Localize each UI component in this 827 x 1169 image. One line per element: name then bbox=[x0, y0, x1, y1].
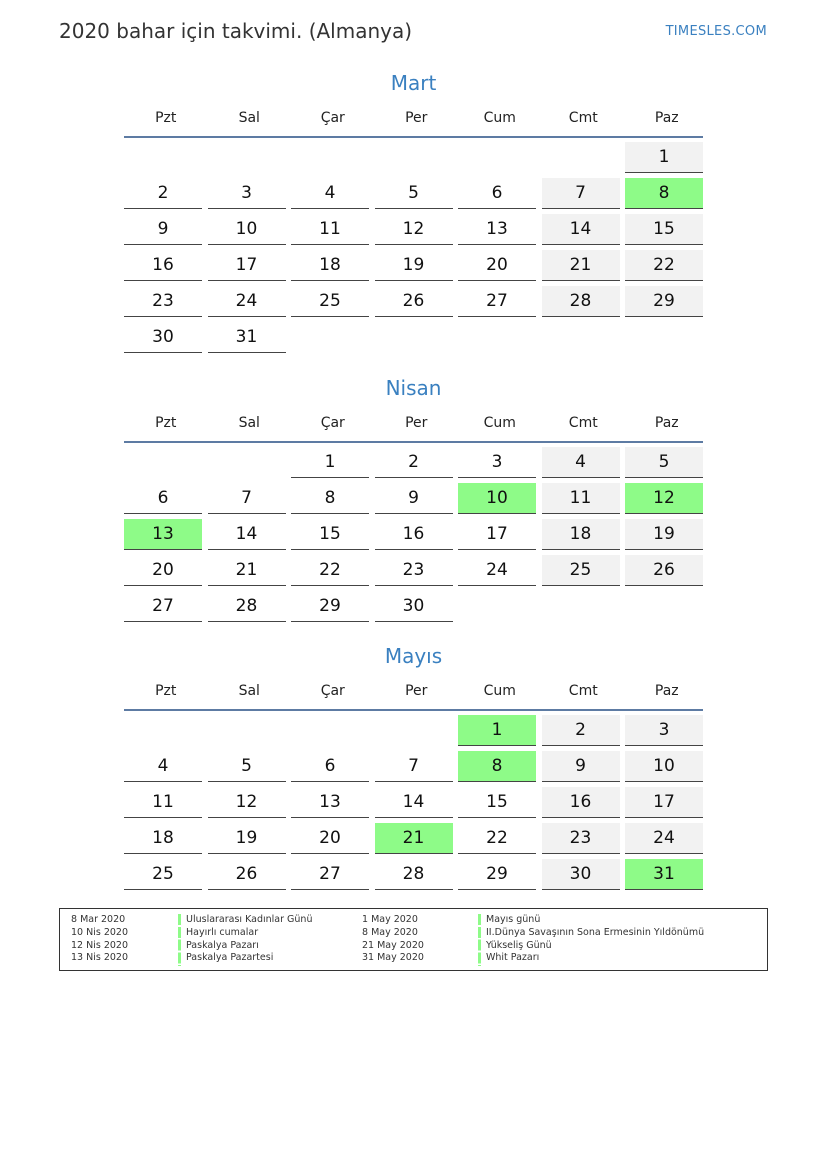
day-cell: 19 bbox=[625, 519, 703, 550]
legend-holiday-name: Whit Pazarı bbox=[486, 952, 540, 964]
day-cell: 1 bbox=[291, 447, 369, 478]
day-cell: 23 bbox=[124, 286, 202, 317]
day-cell: 6 bbox=[458, 178, 536, 209]
weekday-label: Sal bbox=[238, 683, 260, 699]
legend-holiday-name: Uluslararası Kadınlar Günü bbox=[186, 914, 313, 925]
day-cell: 22 bbox=[291, 555, 369, 586]
day-grid bbox=[124, 715, 703, 895]
day-cell: 16 bbox=[124, 250, 202, 281]
day-cell: 21 bbox=[542, 250, 620, 281]
day-cell: 17 bbox=[458, 519, 536, 550]
weekday-label: Per bbox=[405, 110, 428, 126]
day-cell: 16 bbox=[542, 787, 620, 818]
day-cell: 14 bbox=[542, 214, 620, 245]
weekday-header bbox=[124, 106, 703, 130]
day-cell: 2 bbox=[542, 715, 620, 746]
day-cell: 17 bbox=[625, 787, 703, 818]
legend-holiday-name: II.Dünya Savaşının Sona Ermesinin Yıldönümü bbox=[486, 926, 705, 938]
month-block bbox=[124, 643, 703, 895]
month-block bbox=[124, 70, 703, 358]
day-cell: 18 bbox=[291, 250, 369, 281]
day-cell: 25 bbox=[291, 286, 369, 317]
weekday-label: Cum bbox=[483, 110, 516, 126]
legend-left-marker bbox=[178, 914, 181, 966]
day-cell: 2 bbox=[124, 178, 202, 209]
weekday-header bbox=[124, 679, 703, 703]
day-cell: 4 bbox=[542, 447, 620, 478]
day-cell: 3 bbox=[458, 447, 536, 478]
day-cell: 17 bbox=[208, 250, 286, 281]
day-cell: 19 bbox=[375, 250, 453, 281]
day-cell: 9 bbox=[542, 751, 620, 782]
day-cell: 25 bbox=[124, 859, 202, 890]
month-block bbox=[124, 375, 703, 627]
day-cell: 9 bbox=[375, 483, 453, 514]
day-cell: 11 bbox=[291, 214, 369, 245]
month-title: Mart bbox=[390, 71, 437, 95]
day-cell: 12 bbox=[208, 787, 286, 818]
day-cell: 30 bbox=[375, 591, 453, 622]
site-link[interactable]: TIMESLES.COM bbox=[665, 24, 767, 39]
legend-right-names bbox=[486, 914, 704, 965]
legend-right-marker bbox=[478, 914, 481, 966]
legend-holiday-name: Yükseliş Günü bbox=[486, 939, 552, 951]
day-cell: 4 bbox=[124, 751, 202, 782]
month-title: Nisan bbox=[385, 376, 442, 400]
weekday-label: Cum bbox=[483, 683, 516, 699]
day-cell: 20 bbox=[458, 250, 536, 281]
day-cell: 27 bbox=[291, 859, 369, 890]
day-cell: 14 bbox=[208, 519, 286, 550]
legend-date: 10 Nis 2020 bbox=[71, 926, 128, 938]
weekday-header bbox=[124, 411, 703, 435]
weekday-label: Paz bbox=[654, 683, 679, 699]
day-cell: 12 bbox=[375, 214, 453, 245]
header-divider bbox=[124, 136, 703, 138]
day-cell: 5 bbox=[375, 178, 453, 209]
day-cell: 14 bbox=[375, 787, 453, 818]
weekday-label: Cum bbox=[483, 415, 516, 431]
day-cell: 18 bbox=[124, 823, 202, 854]
day-cell: 11 bbox=[542, 483, 620, 514]
day-cell: 22 bbox=[625, 250, 703, 281]
day-cell: 28 bbox=[208, 591, 286, 622]
holiday-day-cell: 1 bbox=[458, 715, 536, 746]
weekday-label: Pzt bbox=[155, 683, 177, 699]
legend-holiday-name: Paskalya Pazartesi bbox=[186, 952, 274, 964]
day-cell: 25 bbox=[542, 555, 620, 586]
day-cell: 29 bbox=[291, 591, 369, 622]
day-cell: 5 bbox=[625, 447, 703, 478]
legend-left-dates bbox=[71, 914, 128, 965]
day-cell: 24 bbox=[458, 555, 536, 586]
weekday-label: Çar bbox=[320, 683, 345, 699]
weekday-label: Pzt bbox=[155, 110, 177, 126]
day-cell: 10 bbox=[625, 751, 703, 782]
day-cell: 28 bbox=[542, 286, 620, 317]
day-cell: 7 bbox=[375, 751, 453, 782]
day-cell: 15 bbox=[625, 214, 703, 245]
day-cell: 13 bbox=[458, 214, 536, 245]
day-cell: 23 bbox=[375, 555, 453, 586]
legend-date: 8 May 2020 bbox=[362, 926, 418, 938]
holiday-day-cell: 8 bbox=[625, 178, 703, 209]
weekday-label: Cmt bbox=[568, 110, 598, 126]
legend-date: 12 Nis 2020 bbox=[71, 939, 128, 951]
day-cell: 6 bbox=[124, 483, 202, 514]
day-cell: 20 bbox=[124, 555, 202, 586]
day-cell: 13 bbox=[291, 787, 369, 818]
page-title: 2020 bahar için takvimi. (Almanya) bbox=[59, 19, 413, 43]
header-divider bbox=[124, 441, 703, 443]
day-cell: 15 bbox=[291, 519, 369, 550]
weekday-label: Cmt bbox=[568, 683, 598, 699]
day-cell: 26 bbox=[375, 286, 453, 317]
day-cell: 15 bbox=[458, 787, 536, 818]
legend-holiday-name: Paskalya Pazarı bbox=[186, 939, 259, 951]
legend-left-names bbox=[186, 914, 312, 965]
legend-date: 8 Mar 2020 bbox=[71, 914, 126, 925]
holiday-day-cell: 8 bbox=[458, 751, 536, 782]
legend-right-dates bbox=[362, 914, 424, 965]
day-cell: 9 bbox=[124, 214, 202, 245]
day-cell: 29 bbox=[458, 859, 536, 890]
day-cell: 3 bbox=[208, 178, 286, 209]
day-cell: 22 bbox=[458, 823, 536, 854]
holiday-legend bbox=[59, 908, 768, 971]
legend-date: 1 May 2020 bbox=[362, 914, 418, 925]
header-divider bbox=[124, 709, 703, 711]
day-cell: 5 bbox=[208, 751, 286, 782]
weekday-label: Çar bbox=[320, 110, 345, 126]
day-cell: 4 bbox=[291, 178, 369, 209]
weekday-label: Per bbox=[405, 415, 428, 431]
day-cell: 7 bbox=[208, 483, 286, 514]
day-cell: 24 bbox=[208, 286, 286, 317]
weekday-label: Sal bbox=[238, 110, 260, 126]
legend-holiday-name: Hayırlı cumalar bbox=[186, 926, 259, 938]
day-cell: 11 bbox=[124, 787, 202, 818]
day-cell: 6 bbox=[291, 751, 369, 782]
day-cell: 26 bbox=[625, 555, 703, 586]
legend-date: 31 May 2020 bbox=[362, 952, 424, 964]
day-cell: 29 bbox=[625, 286, 703, 317]
month-title: Mayıs bbox=[384, 644, 443, 668]
day-grid bbox=[124, 142, 703, 358]
day-cell: 1 bbox=[625, 142, 703, 173]
holiday-day-cell: 31 bbox=[625, 859, 703, 890]
day-cell: 8 bbox=[291, 483, 369, 514]
legend-date: 13 Nis 2020 bbox=[71, 952, 128, 964]
weekday-label: Paz bbox=[654, 110, 679, 126]
weekday-label: Çar bbox=[320, 415, 345, 431]
day-cell: 28 bbox=[375, 859, 453, 890]
day-cell: 2 bbox=[375, 447, 453, 478]
holiday-day-cell: 13 bbox=[124, 519, 202, 550]
legend-date: 21 May 2020 bbox=[362, 939, 424, 951]
day-cell: 19 bbox=[208, 823, 286, 854]
day-cell: 7 bbox=[542, 178, 620, 209]
weekday-label: Pzt bbox=[155, 415, 177, 431]
day-cell: 21 bbox=[208, 555, 286, 586]
day-grid bbox=[124, 447, 703, 627]
day-cell: 27 bbox=[458, 286, 536, 317]
legend-holiday-name: Mayıs günü bbox=[486, 914, 541, 925]
day-cell: 23 bbox=[542, 823, 620, 854]
day-cell: 31 bbox=[208, 322, 286, 353]
day-cell: 30 bbox=[124, 322, 202, 353]
weekday-label: Sal bbox=[238, 415, 260, 431]
day-cell: 3 bbox=[625, 715, 703, 746]
holiday-day-cell: 10 bbox=[458, 483, 536, 514]
weekday-label: Per bbox=[405, 683, 428, 699]
day-cell: 10 bbox=[208, 214, 286, 245]
weekday-label: Cmt bbox=[568, 415, 598, 431]
holiday-day-cell: 21 bbox=[375, 823, 453, 854]
day-cell: 27 bbox=[124, 591, 202, 622]
weekday-label: Paz bbox=[654, 415, 679, 431]
day-cell: 18 bbox=[542, 519, 620, 550]
day-cell: 16 bbox=[375, 519, 453, 550]
day-cell: 20 bbox=[291, 823, 369, 854]
day-cell: 26 bbox=[208, 859, 286, 890]
day-cell: 24 bbox=[625, 823, 703, 854]
holiday-day-cell: 12 bbox=[625, 483, 703, 514]
day-cell: 30 bbox=[542, 859, 620, 890]
